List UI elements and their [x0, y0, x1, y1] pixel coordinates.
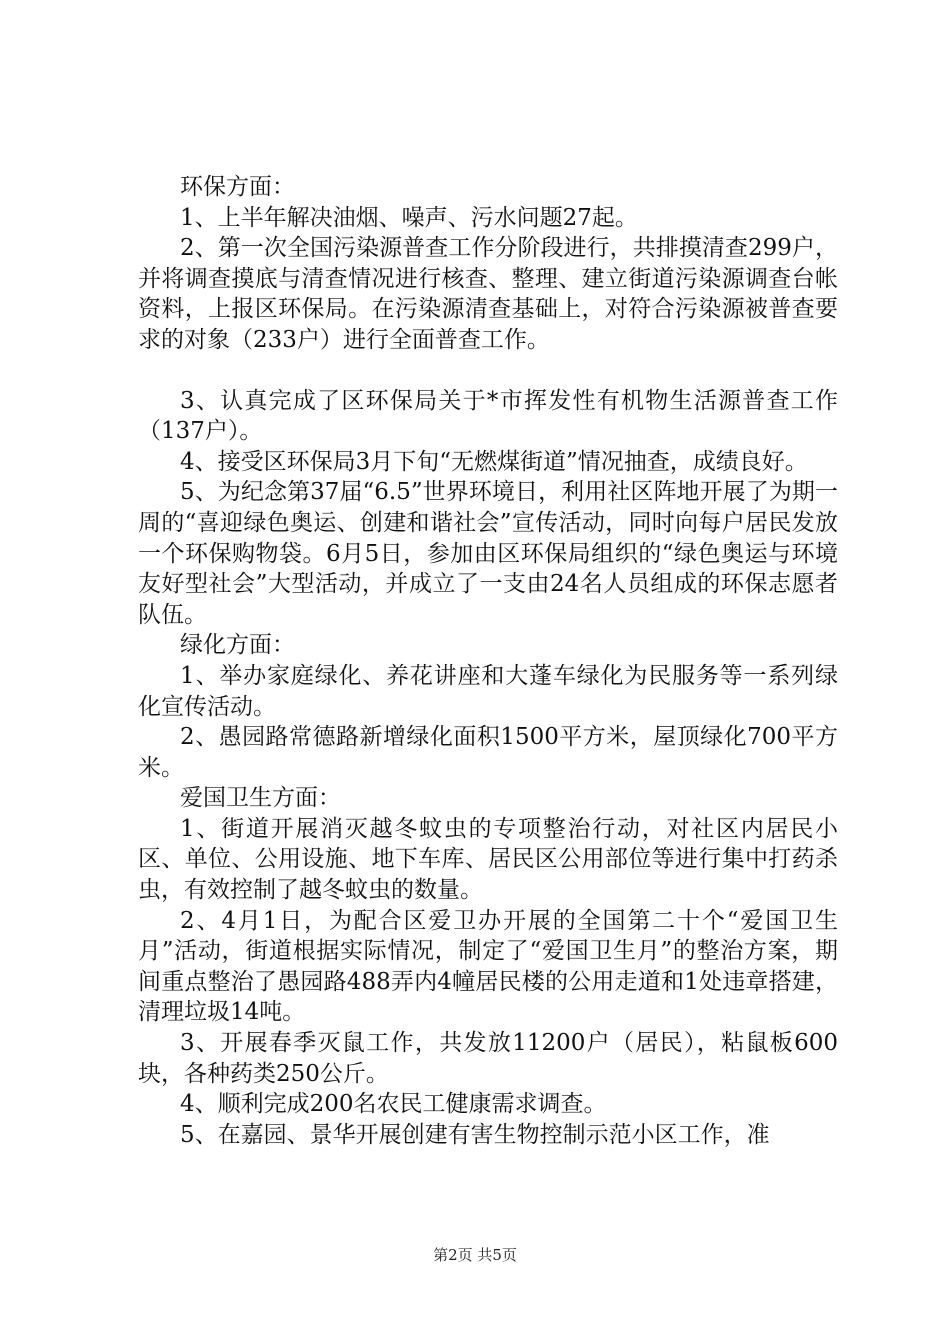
- paragraph: 5、在嘉园、景华开展创建有害生物控制示范小区工作，准: [180, 1121, 770, 1148]
- paragraph: 2、第一次全国污染源普查工作分阶段进行，共排摸清查299户，并将调查摸底与清查情况进行核查、整理、建立街道污染源调查台帐资料，上报区环保局。在污染源清查基础上，对符合污染源被普查要求的对象（233户）进行全面普查工作。: [138, 235, 838, 353]
- paragraph: 4、接受区环保局3月下旬“无燃煤街道”情况抽查，成绩良好。: [180, 448, 808, 475]
- paragraph: 1、街道开展消灭越冬蚊虫的专项整治行动，对社区内居民小区、单位、公用设施、地下车库、居民区公用部位等进行集中打药杀虫，有效控制了越冬蚊虫的数量。: [138, 815, 838, 904]
- paragraph: 3、开展春季灭鼠工作，共发放11200户（居民），粘鼠板600块，各种药类250公斤。: [138, 1030, 838, 1087]
- paragraph: 1、举办家庭绿化、养花讲座和大蓬车绿化为民服务等一系列绿化宣传活动。: [138, 662, 838, 720]
- section-heading-environment: 环保方面：: [180, 174, 295, 200]
- section-heading-greening: 绿化方面：: [180, 632, 295, 659]
- paragraph: 1、上半年解决油烟、噪声、污水问题27起。: [180, 204, 638, 231]
- document-body: [138, 172, 838, 1150]
- page-number: 第2页 共5页: [433, 1246, 517, 1264]
- section-heading-sanitation: 爱国卫生方面：: [180, 785, 341, 812]
- paragraph: 5、为纪念第37届“6.5”世界环境日，利用社区阵地开展了为期一周的“喜迎绿色奥运、创建和谐社会”宣传活动，同时向每户居民发放一个环保购物袋。6月5日，参加由区环保局组织的“绿色奥运与环境友好型社会”大型活动，并成立了一支由24名人员组成的环保志愿者队伍。: [138, 479, 838, 628]
- paragraph: 2、4月1日，为配合区爱卫办开展的全国第二十个“爱国卫生月”活动，街道根据实际情况，制定了“爱国卫生月”的整治方案，期间重点整治了愚园路488弄内4幢居民楼的公用走道和1处违章搭建，清理垃圾14吨。: [138, 907, 838, 1026]
- paragraph: 3、认真完成了区环保局关于*市挥发性有机物生活源普查工作（137户）。: [138, 387, 838, 445]
- page-footer: [0, 1244, 950, 1265]
- paragraph: 2、愚园路常德路新增绿化面积1500平方米，屋顶绿化700平方米。: [138, 724, 838, 781]
- paragraph: 4、顺利完成200名农民工健康需求调查。: [180, 1091, 607, 1118]
